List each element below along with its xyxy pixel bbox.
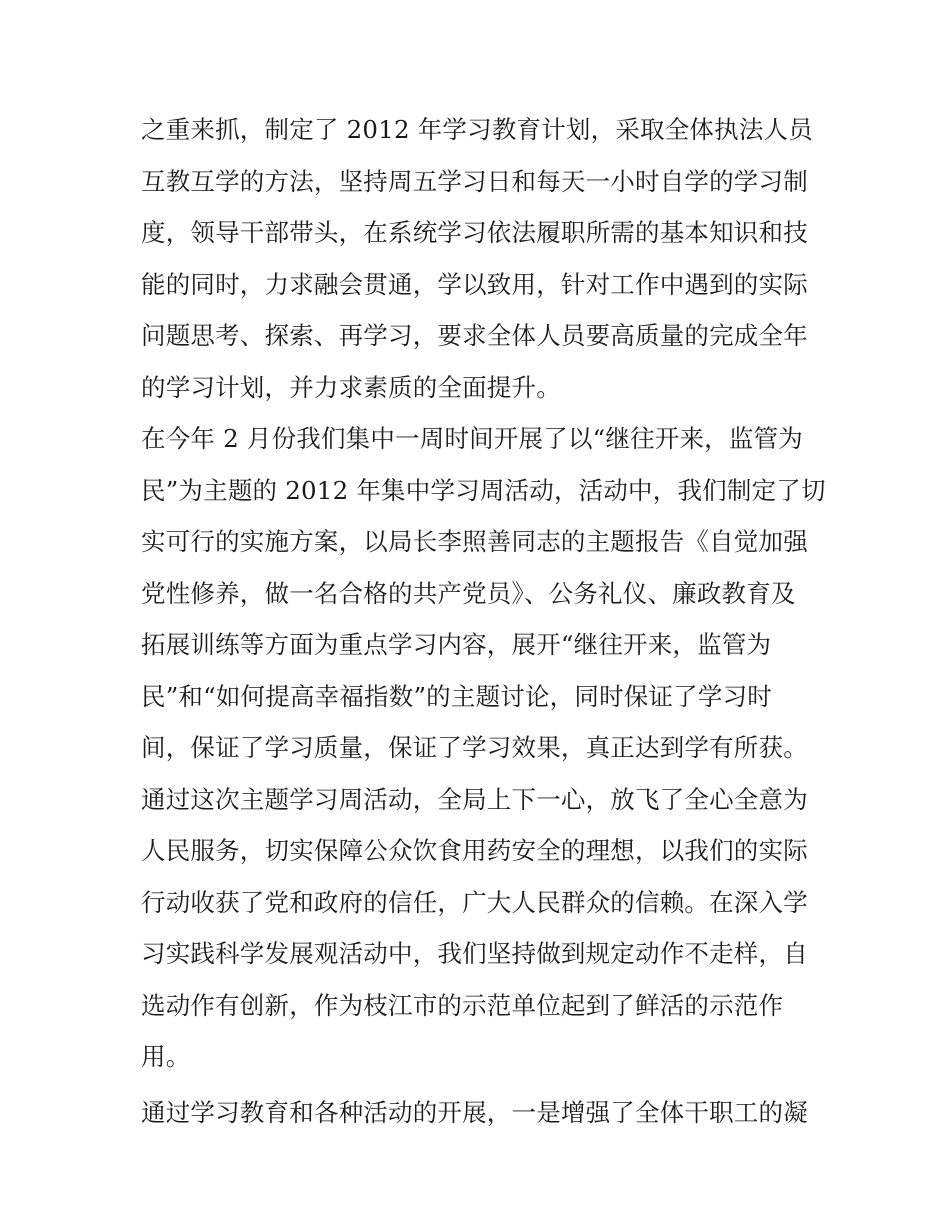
- text-line: 实可行的实施方案，以局长李照善同志的主题报告《自觉加强: [141, 527, 808, 556]
- text-line: 用。: [141, 1042, 191, 1071]
- text-line: 度，领导干部带头，在系统学习依法履职所需的基本知识和技: [141, 218, 808, 247]
- text-line: 民”和“如何提高幸福指数”的主题讨论，同时保证了学习时: [141, 681, 772, 711]
- text-line: 人民服务，切实保障公众饮食用药安全的理想，以我们的实际: [141, 836, 808, 865]
- text-line: 在今年 2 月份我们集中一周时间开展了以“继往开来，监管为: [141, 424, 803, 453]
- text-line: 通过学习教育和各种活动的开展，一是增强了全体干职工的凝: [141, 1097, 808, 1127]
- paragraph-3: [141, 1087, 821, 1139]
- text-line: 通过这次主题学习周活动，全局上下一心，放飞了全心全意为: [141, 784, 808, 814]
- paragraph-2: [141, 413, 826, 1083]
- document-body: [141, 104, 826, 1138]
- text-line: 党性修养，做一名合格的共产党员》、公务礼仪、廉政教育及: [141, 578, 796, 608]
- text-line: 行动收获了党和政府的信任，广大人民群众的信赖。在深入学: [141, 887, 808, 917]
- text-line: 拓展训练等方面为重点学习内容，展开“继往开来，监管为: [141, 630, 772, 659]
- text-line: 互教互学的方法，坚持周五学习日和每天一小时自学的学习制: [141, 166, 808, 196]
- text-line: 选动作有创新，作为枝江市的示范单位起到了鲜活的示范作: [141, 990, 784, 1020]
- text-line: 民”为主题的 2012 年集中学习周活动，活动中，我们制定了切: [141, 475, 826, 505]
- text-line: 间，保证了学习质量，保证了学习效果，真正达到学有所获。: [141, 733, 808, 762]
- text-line: 的学习计划，并力求素质的全面提升。: [141, 372, 561, 402]
- paragraph-1: [141, 104, 821, 413]
- text-line: 问题思考、探索、再学习，要求全体人员要高质量的完成全年: [141, 321, 808, 350]
- text-line: 之重来抓，制定了 2012 年学习教育计划，采取全体执法人员: [141, 115, 813, 144]
- text-line: 习实践科学发展观活动中，我们坚持做到规定动作不走样，自: [141, 939, 808, 968]
- text-line: 能的同时，力求融会贯通，学以致用，针对工作中遇到的实际: [141, 269, 808, 299]
